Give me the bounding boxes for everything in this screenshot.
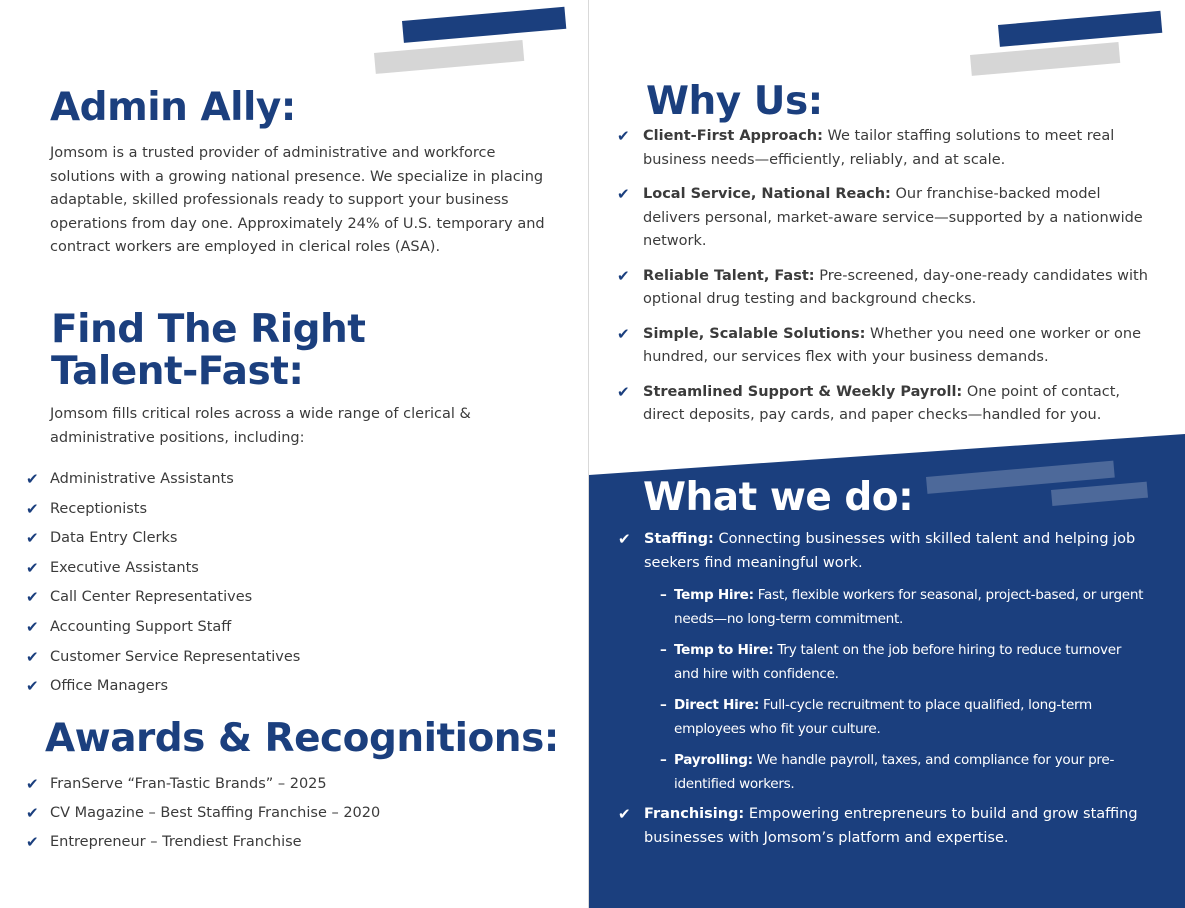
decor-bar-navy-right bbox=[998, 11, 1162, 47]
checkmark-icon: ✔ bbox=[617, 185, 630, 203]
role-label: Receptionists bbox=[50, 500, 148, 517]
checkmark-icon: ✔ bbox=[26, 804, 39, 822]
list-item bbox=[618, 803, 1144, 850]
list-item bbox=[26, 676, 446, 696]
why-item-label: Client-First Approach: bbox=[643, 128, 823, 144]
find-talent-heading bbox=[51, 309, 365, 393]
find-talent-heading-line1: Find The Right bbox=[51, 307, 366, 352]
why-item-text: Whether you need one worker or one hundred, our services flex with your business demands. bbox=[643, 325, 1141, 365]
why-item-label: Simple, Scalable Solutions: bbox=[643, 325, 866, 342]
franchising-text: Empowering entrepreneurs to build and grow staffing businesses with Jomsom’s platform and expertise. bbox=[644, 806, 1138, 846]
admin-ally-body: Jomsom is a trusted provider of administrative and workforce solutions with a growing national presence. We specialize in placing adaptable, skilled professionals ready to support your business operations from day one. Approximately 24% of U.S. temporary and contract workers are employed in clerical roles (ASA). bbox=[50, 145, 545, 256]
role-label: Administrative Assistants bbox=[50, 471, 234, 487]
checkmark-icon: ✔ bbox=[26, 775, 39, 793]
award-label: FranServe “Fran-Tastic Brands” – 2025 bbox=[50, 776, 327, 792]
dash-bullet: – bbox=[660, 587, 667, 603]
award-label: CV Magazine – Best Staffing Franchise – 2020 bbox=[50, 805, 381, 821]
list-item bbox=[617, 125, 1153, 172]
what-we-do-list bbox=[618, 528, 1144, 850]
checkmark-icon: ✔ bbox=[618, 530, 631, 548]
checkmark-icon: ✔ bbox=[26, 558, 39, 577]
dash-bullet: – bbox=[660, 752, 667, 768]
checkmark-icon: ✔ bbox=[618, 805, 631, 823]
page-divider bbox=[588, 0, 589, 908]
award-label: Entrepreneur – Trendiest Franchise bbox=[50, 834, 302, 850]
list-item bbox=[617, 323, 1153, 370]
list-item bbox=[26, 803, 506, 823]
staffing-sub-list bbox=[644, 583, 1144, 796]
list-item bbox=[26, 587, 446, 607]
sub-item-text: Try talent on the job before hiring to reduce turnover and hire with confidence. bbox=[674, 642, 1122, 682]
why-item-text: Our franchise-backed model delivers personal, market-aware service—supported by a nationwide network. bbox=[643, 186, 1143, 249]
why-us-list bbox=[617, 125, 1153, 439]
admin-ally-heading: Admin Ally: bbox=[50, 85, 296, 130]
sub-item-text: Full-cycle recruitment to place qualified, long-term employees who fit your culture. bbox=[674, 697, 1093, 737]
franchising-label: Franchising: bbox=[644, 806, 745, 822]
list-item bbox=[26, 499, 446, 519]
list-item bbox=[617, 265, 1153, 312]
checkmark-icon: ✔ bbox=[26, 647, 39, 666]
list-item bbox=[26, 832, 506, 852]
list-item bbox=[26, 774, 506, 794]
checkmark-icon: ✔ bbox=[617, 382, 630, 401]
why-item-text: We tailor staffing solutions to meet real business needs—efficiently, reliably, and at scale. bbox=[643, 128, 1115, 168]
why-item-label: Reliable Talent, Fast: bbox=[643, 267, 815, 284]
checkmark-icon: ✔ bbox=[26, 677, 39, 696]
list-item bbox=[660, 583, 1144, 631]
list-item bbox=[26, 647, 446, 667]
staffing-label: Staffing: bbox=[644, 531, 714, 547]
find-talent-body: Jomsom fills critical roles across a wide range of clerical & administrative positions, including: bbox=[50, 406, 471, 446]
roles-list bbox=[26, 469, 446, 706]
checkmark-icon: ✔ bbox=[617, 324, 630, 343]
awards-heading: Awards & Recognitions: bbox=[45, 716, 559, 761]
checkmark-icon: ✔ bbox=[26, 617, 39, 636]
why-item-label: Local Service, National Reach: bbox=[643, 186, 891, 202]
decor-bar-gray-right bbox=[970, 42, 1120, 76]
awards-list bbox=[26, 774, 506, 861]
list-item bbox=[617, 381, 1153, 428]
why-item-text: One point of contact, direct deposits, pay cards, and paper checks—handled for you. bbox=[643, 383, 1121, 423]
dash-bullet: – bbox=[660, 642, 667, 658]
list-item bbox=[618, 528, 1144, 796]
checkmark-icon: ✔ bbox=[26, 499, 39, 518]
list-item bbox=[26, 528, 446, 548]
checkmark-icon: ✔ bbox=[617, 127, 630, 145]
sub-item-text: Fast, flexible workers for seasonal, project-based, or urgent needs—no long-term commitment. bbox=[674, 587, 1144, 627]
decor-bar-navy-left bbox=[402, 7, 566, 43]
role-label: Data Entry Clerks bbox=[50, 530, 178, 547]
why-us-heading: Why Us: bbox=[646, 79, 823, 124]
sub-item-label: Direct Hire: bbox=[674, 697, 759, 713]
staffing-text: Connecting businesses with skilled talent and helping job seekers find meaningful work. bbox=[644, 531, 1136, 571]
sub-item-text: We handle payroll, taxes, and compliance for your pre-identified workers. bbox=[674, 752, 1115, 792]
list-item bbox=[660, 638, 1144, 686]
find-talent-heading-line2: Talent-Fast: bbox=[51, 349, 304, 394]
role-label: Office Managers bbox=[50, 678, 169, 695]
checkmark-icon: ✔ bbox=[26, 470, 39, 488]
checkmark-icon: ✔ bbox=[617, 266, 630, 285]
sub-item-label: Temp Hire: bbox=[674, 587, 754, 603]
decor-bar-gray-left bbox=[374, 40, 524, 74]
role-label: Executive Assistants bbox=[50, 559, 199, 576]
dash-bullet: – bbox=[660, 697, 667, 713]
what-we-do-heading: What we do: bbox=[643, 475, 914, 520]
sub-item-label: Payrolling: bbox=[674, 752, 753, 768]
list-item bbox=[617, 183, 1153, 254]
list-item bbox=[660, 748, 1144, 796]
role-label: Call Center Representatives bbox=[50, 589, 253, 606]
role-label: Customer Service Representatives bbox=[50, 648, 301, 665]
checkmark-icon: ✔ bbox=[26, 529, 39, 548]
sub-item-label: Temp to Hire: bbox=[674, 642, 774, 658]
checkmark-icon: ✔ bbox=[26, 833, 39, 851]
list-item bbox=[26, 469, 446, 489]
list-item bbox=[660, 693, 1144, 741]
list-item bbox=[26, 617, 446, 637]
why-item-label: Streamlined Support & Weekly Payroll: bbox=[643, 383, 963, 400]
list-item bbox=[26, 558, 446, 578]
checkmark-icon: ✔ bbox=[26, 588, 39, 607]
why-item-text: Pre-screened, day-one-ready candidates with optional drug testing and background checks. bbox=[643, 267, 1148, 307]
role-label: Accounting Support Staff bbox=[50, 618, 232, 635]
